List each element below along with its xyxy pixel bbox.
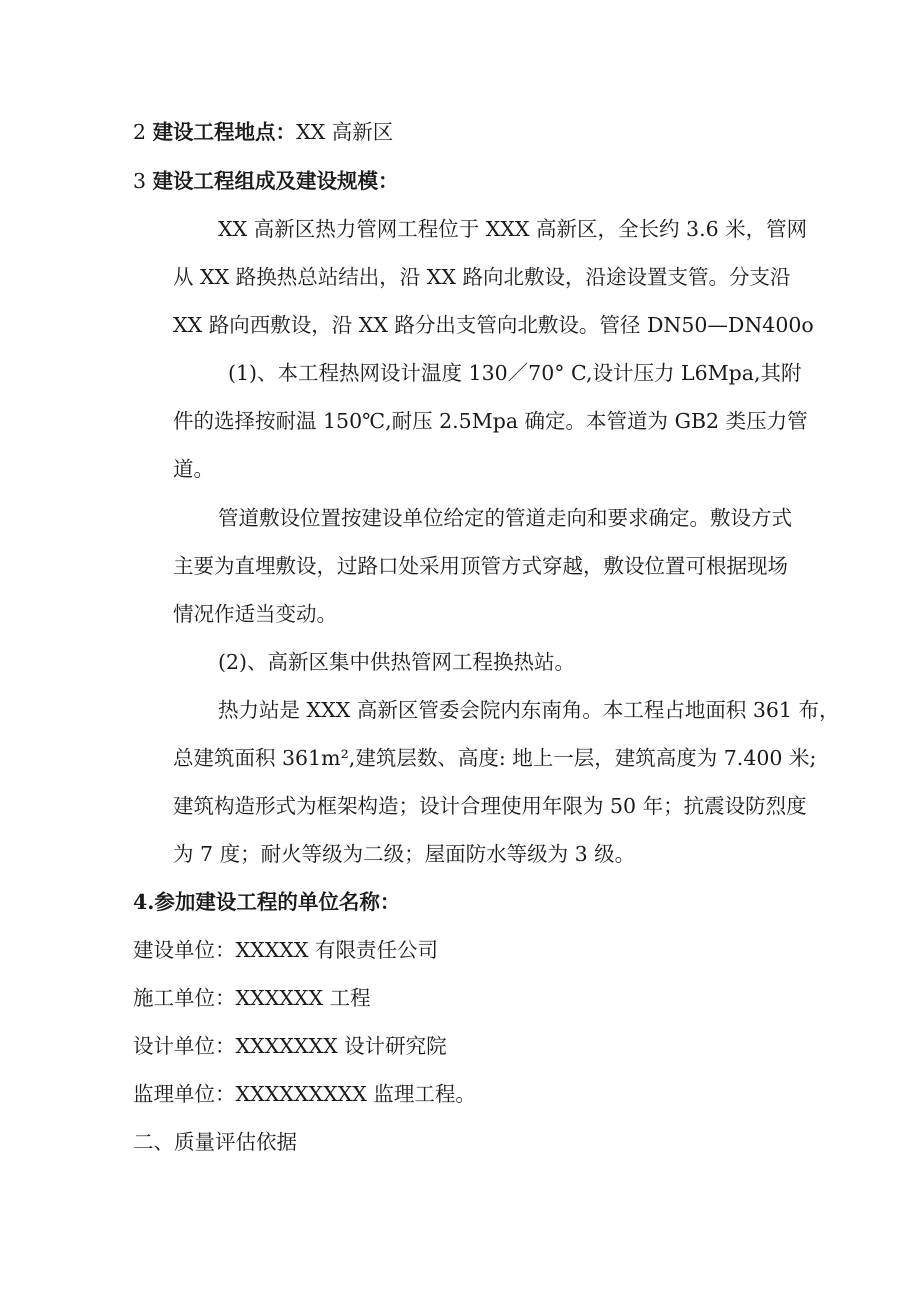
para-5-line-4: 为 7 度；耐火等级为二级；屋面防水等级为 3 级。 xyxy=(173,842,636,866)
unit-contractor: 施工单位：XXXXXX 工程 xyxy=(133,986,371,1010)
section-heading-2: 二、质量评估依据 xyxy=(133,1130,297,1154)
unit-designer: 设计单位：XXXXXXX 设计研究院 xyxy=(133,1034,447,1058)
para-5-line-3: 建筑构造形式为框架构造；设计合理使用年限为 50 年；抗震设防烈度 xyxy=(173,794,807,818)
para-2-line-3: 道。 xyxy=(173,457,214,481)
para-1-line-3: XX 路向西敷设，沿 XX 路分出支管向北敷设。管径 DN50—DN400o xyxy=(173,313,814,337)
section-3-number: 3 xyxy=(133,169,153,193)
para-2-line-2: 件的选择按耐温 150℃,耐压 2.5Mpa 确定。本管道为 GB2 类压力管 xyxy=(173,409,808,433)
para-1-line-2: 从 XX 路换热总站结出，沿 XX 路向北敷设，沿途设置支管。分支沿 xyxy=(173,265,791,289)
para-1-line-1: XX 高新区热力管网工程位于 XXX 高新区，全长约 3.6 米，管网 xyxy=(218,217,808,241)
para-5-line-1: 热力站是 XXX 高新区管委会院内东南角。本工程占地面积 361 布， xyxy=(218,698,840,722)
para-4-heading: (2)、高新区集中供热管网工程换热站。 xyxy=(218,650,576,674)
unit-construction: 建设单位：XXXXX 有限责任公司 xyxy=(133,938,438,962)
section-2-value: XX 高新区 xyxy=(296,120,394,144)
section-2-number: 2 xyxy=(133,120,153,144)
para-3-line-3: 情况作适当变动。 xyxy=(173,602,337,626)
unit-supervisor: 监理单位：XXXXXXXXX 监理工程。 xyxy=(133,1082,476,1106)
section-3-heading xyxy=(133,166,399,196)
section-2-label: 建设工程地点： xyxy=(152,120,297,144)
para-3-line-1: 管道敷设位置按建设单位给定的管道走向和要求确定。敷设方式 xyxy=(218,506,792,530)
para-5-line-2: 总建筑面积 361m²,建筑层数、高度: 地上一层，建筑高度为 7.400 米; xyxy=(173,746,817,770)
section-4-heading: 4.参加建设工程的单位名称： xyxy=(133,890,401,914)
section-3-label: 建设工程组成及建设规模： xyxy=(152,169,399,193)
section-2-line xyxy=(133,117,393,147)
para-2-line-1: (1)、本工程热网设计温度 130／70° C,设计压力 L6Mpa,其附 xyxy=(228,361,802,385)
para-3-line-2: 主要为直埋敷设，过路口处采用顶管方式穿越，敷设位置可根据现场 xyxy=(173,554,788,578)
